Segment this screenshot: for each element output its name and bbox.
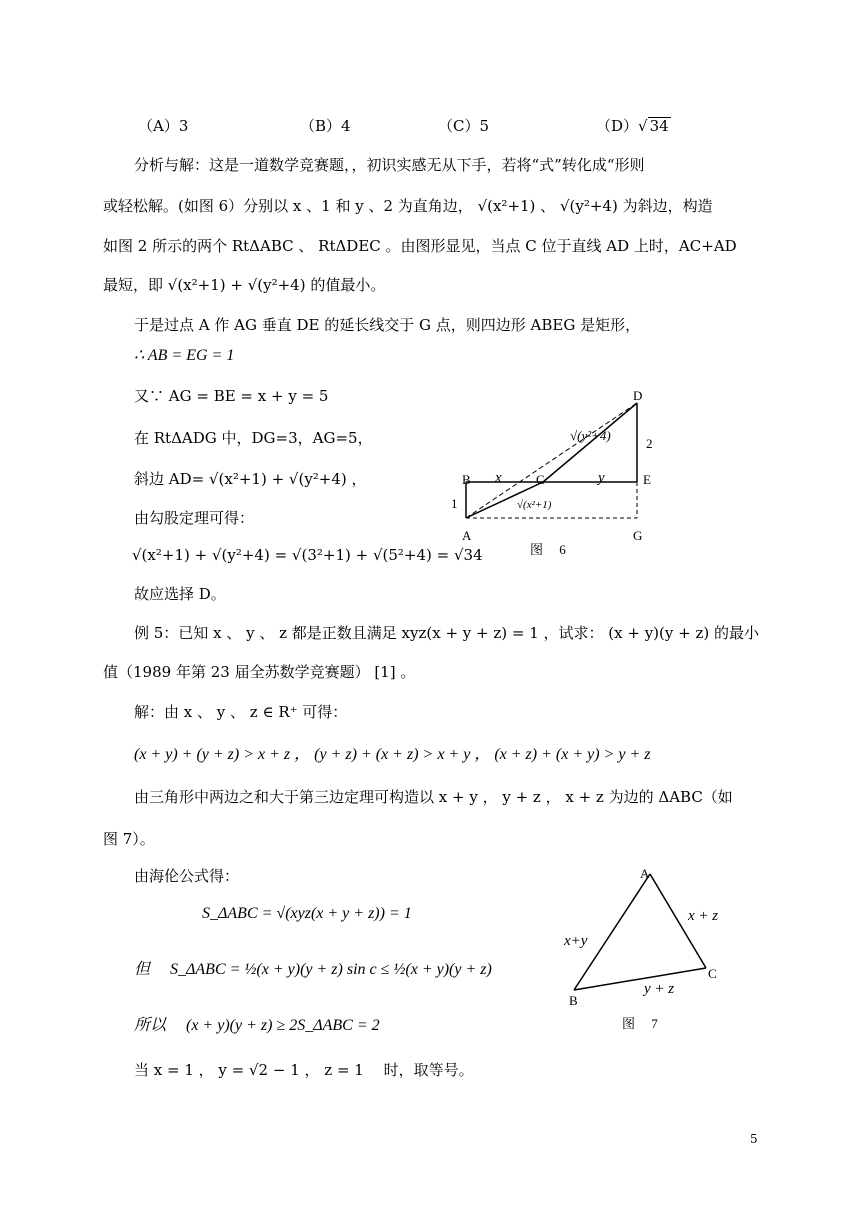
fig6-label-y: y (598, 470, 605, 486)
fig6-segment-ad (466, 403, 637, 518)
fig6-label-two: 2 (646, 436, 653, 451)
option-d-prefix: （D） (596, 117, 639, 135)
analysis-line-11: √(x²+1) + √(y²+4) = √(3²+1) + √(5²+4) = √34 (132, 546, 483, 564)
fig7-caption: 图 7 (622, 1016, 658, 1031)
fig7-label-c: C (708, 966, 717, 981)
fig7-label-side-ac: x + z (688, 908, 719, 924)
fig6-label-e: E (643, 472, 651, 487)
fig6-label-b: B (462, 472, 471, 487)
option-d-radicand: 34 (649, 117, 669, 135)
fig6-label-g: G (633, 528, 643, 543)
fig7-label-b: B (569, 993, 578, 1008)
page-number: 5 (750, 1132, 758, 1146)
fig7-side-ab (574, 874, 650, 990)
fig6-label-c: C (536, 472, 545, 487)
fig6-caption: 图 6 (530, 542, 566, 557)
analysis-line-3: 如图 2 所示的两个 RtΔABC 、 RtΔDEC 。由图形显见，当点 C 位于直线 AD 上时，AC+AD (103, 237, 737, 255)
analysis-line-8: 在 RtΔADG 中，DG=3，AG=5， (134, 429, 373, 447)
analysis-line-4: 最短，即 √(x²+1) + √(y²+4) 的值最小。 (103, 276, 386, 294)
example5-line-9: 但 S_ΔABC = ½(x + y)(y + z) sin c ≤ ½(x + y)(y + z) (134, 961, 492, 978)
analysis-line-6: ∴ AB = EG = 1 (134, 347, 235, 364)
fig6-label-d: D (633, 388, 643, 403)
option-a: （A）3 (138, 117, 189, 135)
fig7-label-side-bc: y + z (644, 981, 675, 997)
analysis-line-9: 斜边 AD= √(x²+1) + √(y²+4) ， (134, 470, 367, 488)
analysis-line-10: 由勾股定理可得： (134, 509, 255, 527)
example5-line-1: 例 5：已知 x 、 y 、 z 都是正数且满足 xyz(x + y + z) = 1 ，试求： (x + y)(y + z) 的最小 (134, 624, 759, 642)
option-d: （D）√ 34 (596, 117, 669, 135)
example5-line-11: 当 x = 1 ， y = √2 − 1 ， z = 1 时，取等号。 (134, 1061, 474, 1079)
fig7-label-a: A (640, 866, 650, 881)
example5-line-2: 值（1989 年第 23 届全苏数学竞赛题） [1] 。 (103, 663, 416, 681)
figure-6 (440, 388, 670, 563)
option-b: （B）4 (300, 117, 351, 135)
example5-line-4: (x + y) + (y + z) > x + z ， (y + z) + (x + z) > x + y ， (x + z) + (x + y) > y + z (134, 746, 651, 763)
example5-line-7: 由海伦公式得： (134, 867, 240, 885)
fig6-label-one: 1 (451, 496, 458, 511)
fig7-side-bc (574, 968, 706, 990)
fig6-label-hyp1: √(x²+1) (517, 499, 552, 511)
example5-line-5: 由三角形中两边之和大于第三边定理可构造以 x + y ， y + z ， x + z 为边的 ΔABC（如 (134, 788, 733, 806)
fig6-label-hyp2: √(y²+4) (570, 428, 611, 443)
analysis-line-1: 分析与解：这是一道数学竞赛题，，初识实感无从下手，若将“式”转化成“形则 (134, 156, 645, 174)
example5-line-10: 所以 (x + y)(y + z) ≥ 2S_ΔABC = 2 (134, 1017, 380, 1034)
analysis-line-2: 或轻松解。(如图 6）分别以 x 、1 和 y 、2 为直角边， √(x²+1) 、 √(y²+4) 为斜边，构造 (103, 197, 713, 215)
analysis-line-7: 又∵ AG = BE = x + y = 5 (134, 387, 329, 405)
fig6-label-a: A (462, 528, 472, 543)
fig6-label-x: x (495, 470, 502, 486)
fig7-label-side-ab: x+y (564, 933, 588, 949)
analysis-line-5: 于是过点 A 作 AG 垂直 DE 的延长线交于 G 点，则四边形 ABEG 是矩形， (134, 316, 641, 334)
example5-line-8: S_ΔABC = √(xyz(x + y + z)) = 1 (202, 905, 412, 922)
figure-7 (556, 860, 746, 1035)
example5-line-6: 图 7）。 (103, 830, 155, 848)
option-c: （C）5 (438, 117, 490, 135)
example5-line-3: 解：由 x 、 y 、 z ∈ R⁺ 可得： (134, 703, 348, 721)
analysis-line-12: 故应选择 D。 (134, 585, 226, 603)
